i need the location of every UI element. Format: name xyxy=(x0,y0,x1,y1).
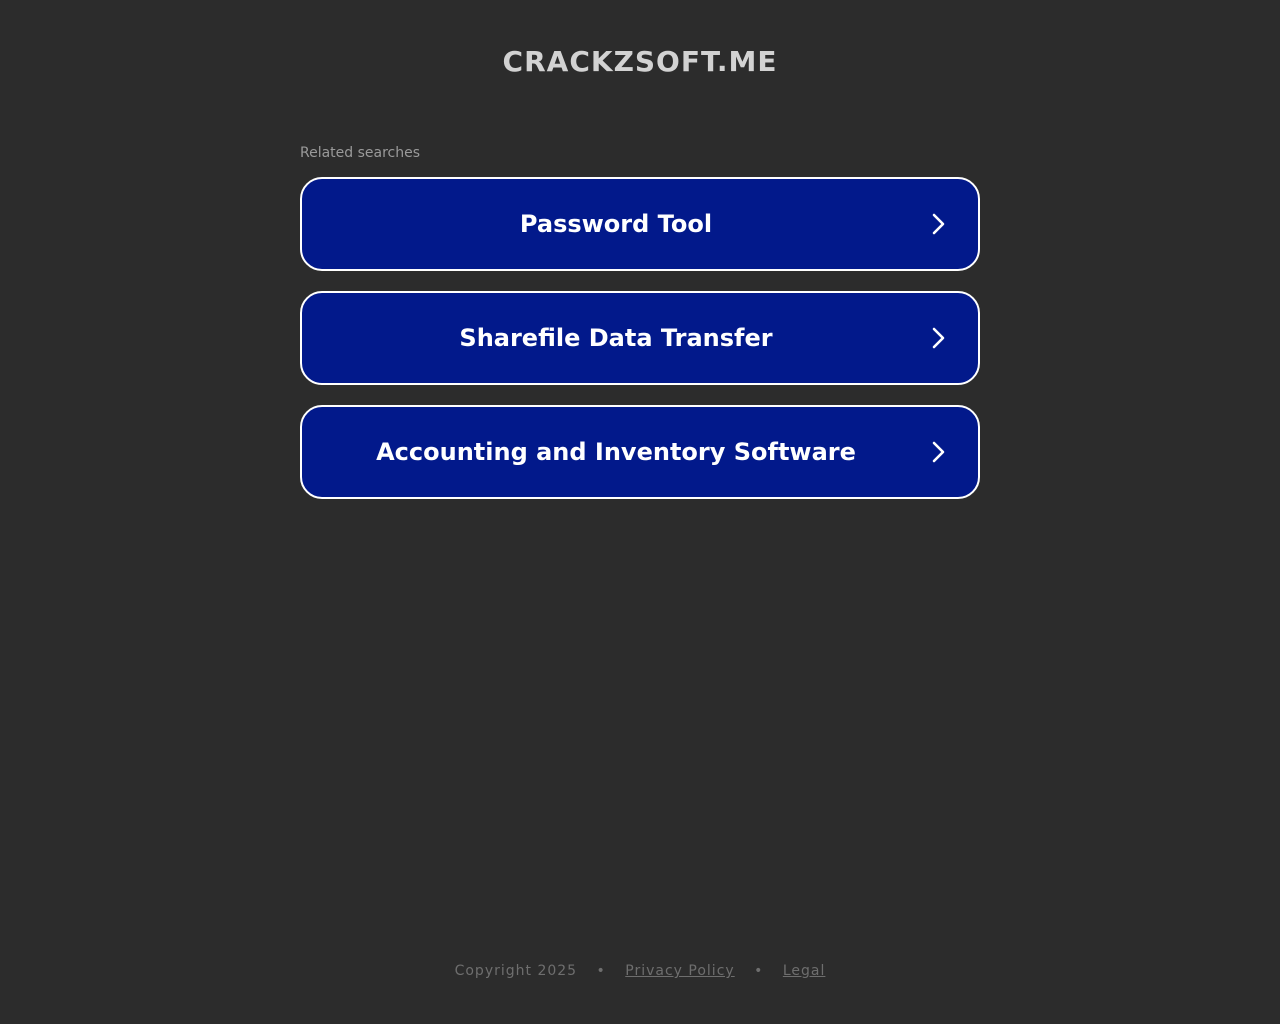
privacy-policy-link[interactable]: Privacy Policy xyxy=(625,963,735,979)
footer-separator: • xyxy=(754,963,764,979)
related-searches-list xyxy=(300,177,980,519)
chevron-right-icon xyxy=(926,326,950,350)
related-search-sharefile-data-transfer[interactable] xyxy=(300,291,980,385)
chevron-right-icon xyxy=(926,212,950,236)
copyright-text: Copyright 2025 xyxy=(454,963,578,979)
related-search-label: Accounting and Inventory Software xyxy=(376,438,856,466)
related-search-accounting-inventory-software[interactable] xyxy=(300,405,980,499)
footer-separator: • xyxy=(596,963,606,979)
related-searches-label: Related searches xyxy=(300,145,421,161)
footer xyxy=(0,962,1280,980)
site-title: CRACKZSOFT.ME xyxy=(502,45,778,78)
related-search-label: Sharefile Data Transfer xyxy=(459,324,773,352)
related-search-label: Password Tool xyxy=(519,210,713,238)
chevron-right-icon xyxy=(926,440,950,464)
related-search-password-tool[interactable] xyxy=(300,177,980,271)
legal-link[interactable]: Legal xyxy=(782,963,826,979)
